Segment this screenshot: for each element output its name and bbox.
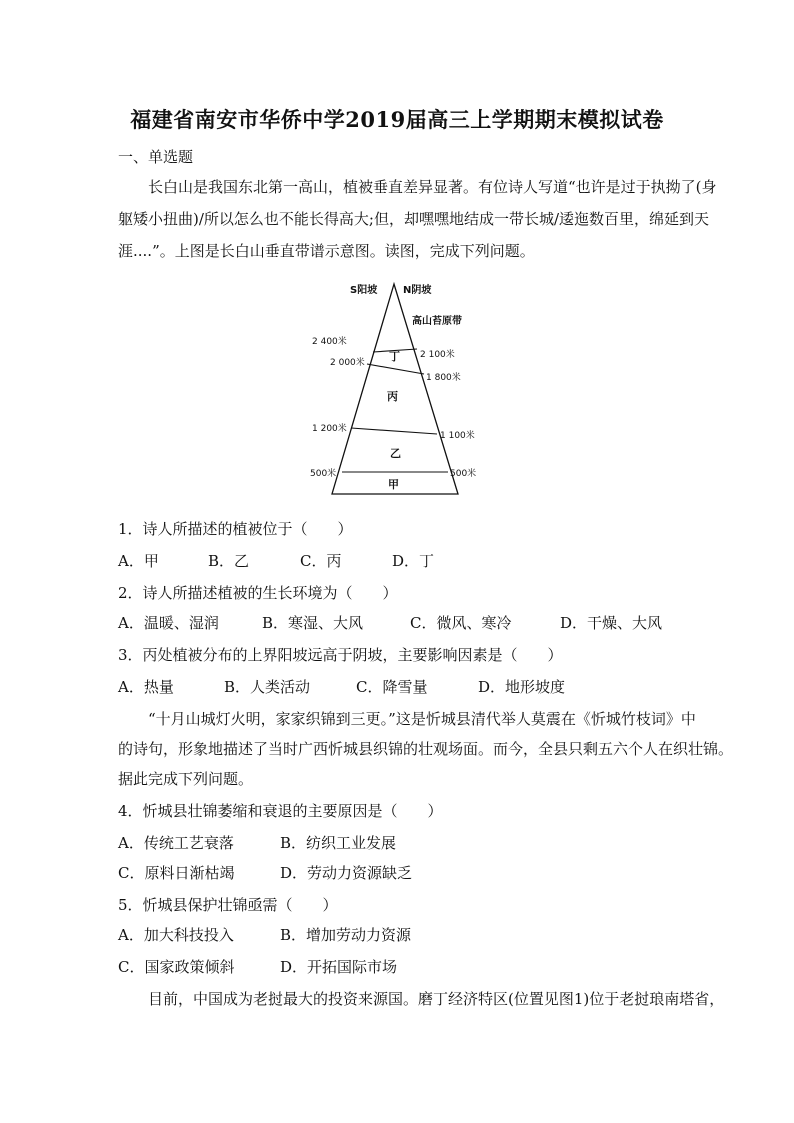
zone-ding: 丁 (389, 350, 400, 363)
page-title: 福建省南安市华侨中学2019届高三上学期期末模拟试卷 (130, 107, 664, 132)
question-5-stem: 5．忻城县保护壮锦亟需（ ） (118, 896, 338, 914)
q5-option-b[interactable]: B．增加劳动力资源 (280, 926, 412, 944)
right-label-2100: 2 100米 (420, 350, 455, 360)
left-label-1200: 1 200米 (312, 424, 347, 434)
intro2-line1: “十月山城灯火明，家家织锦到三更。”这是忻城县清代举人莫震在《忻城竹枝词》中 (148, 710, 696, 728)
q4-option-b[interactable]: B．纺织工业发展 (280, 834, 397, 852)
q3-option-c[interactable]: C．降雪量 (356, 678, 428, 696)
boundary-2000-1800 (367, 364, 424, 374)
left-label-500: 500米 (310, 469, 337, 479)
intro3-line1: 目前，中国成为老挝最大的投资来源国。磨丁经济特区(位置见图1)位于老挝琅南塔省， (148, 990, 725, 1008)
zone-yi: 乙 (390, 447, 401, 460)
q2-option-b[interactable]: B．寒湿、大风 (262, 614, 364, 632)
question-4-stem: 4．忻城县壮锦萎缩和衰退的主要原因是（ ） (118, 802, 443, 820)
label-n-shady-slope: N阴坡 (403, 285, 432, 296)
q5-option-a[interactable]: A．加大科技投入 (118, 926, 234, 944)
question-2-stem: 2．诗人所描述植被的生长环境为（ ） (118, 584, 398, 602)
section-heading: 一、单选题 (118, 148, 194, 166)
intro1-line1: 长白山是我国东北第一高山，植被垂直差异显著。有位诗人写道“也许是过于执拗了(身 (148, 178, 717, 196)
right-label-1800: 1 800米 (426, 373, 461, 383)
q5-option-c[interactable]: C．国家政策倾斜 (118, 958, 235, 976)
q4-option-d[interactable]: D．劳动力资源缺乏 (280, 864, 413, 882)
q1-option-c[interactable]: C．丙 (300, 552, 342, 570)
label-alpine-tundra: 高山苔原带 (412, 316, 462, 327)
q3-option-a[interactable]: A．热量 (118, 678, 174, 696)
right-label-500: 500米 (450, 469, 477, 479)
q1-option-d[interactable]: D．丁 (392, 552, 435, 570)
q2-option-d[interactable]: D．干燥、大风 (560, 614, 663, 632)
q2-option-c[interactable]: C．微风、寒冷 (410, 614, 512, 632)
vertical-zonation-diagram (300, 278, 500, 500)
q1-option-a[interactable]: A．甲 (118, 552, 159, 570)
q4-option-c[interactable]: C．原料日渐枯竭 (118, 864, 235, 882)
boundary-1200-1100 (351, 428, 437, 434)
intro1-line2: 躯矮小扭曲)/所以怎么也不能长得高大;但，却嘿嘿地结成一带长城/逶迤数百里，绵延到天 (118, 210, 710, 228)
q3-option-b[interactable]: B．人类活动 (224, 678, 311, 696)
question-1-stem: 1．诗人所描述的植被位于（ ） (118, 520, 353, 538)
q3-option-d[interactable]: D．地形坡度 (478, 678, 566, 696)
q5-option-d[interactable]: D．开拓国际市场 (280, 958, 398, 976)
q1-option-b[interactable]: B．乙 (208, 552, 250, 570)
q2-option-a[interactable]: A．温暖、湿润 (118, 614, 219, 632)
intro2-line2: 的诗句，形象地描述了当时广西忻城县织锦的壮观场面。而今，全县只剩五六个人在织壮锦。 (118, 740, 734, 758)
intro2-line3: 据此完成下列问题。 (118, 770, 254, 788)
zone-jia: 甲 (388, 478, 399, 491)
intro1-line3: 涯....”。上图是长白山垂直带谱示意图。读图，完成下列问题。 (118, 242, 535, 260)
question-3-stem: 3．丙处植被分布的上界阳坡远高于阴坡，主要影响因素是（ ） (118, 646, 563, 664)
right-label-1100: 1 100米 (440, 431, 475, 441)
zone-bing: 丙 (387, 390, 398, 403)
label-s-sunny-slope: S阳坡 (350, 285, 378, 296)
left-label-2000: 2 000米 (330, 358, 365, 368)
q4-option-a[interactable]: A．传统工艺衰落 (118, 834, 234, 852)
left-label-2400: 2 400米 (312, 337, 347, 347)
